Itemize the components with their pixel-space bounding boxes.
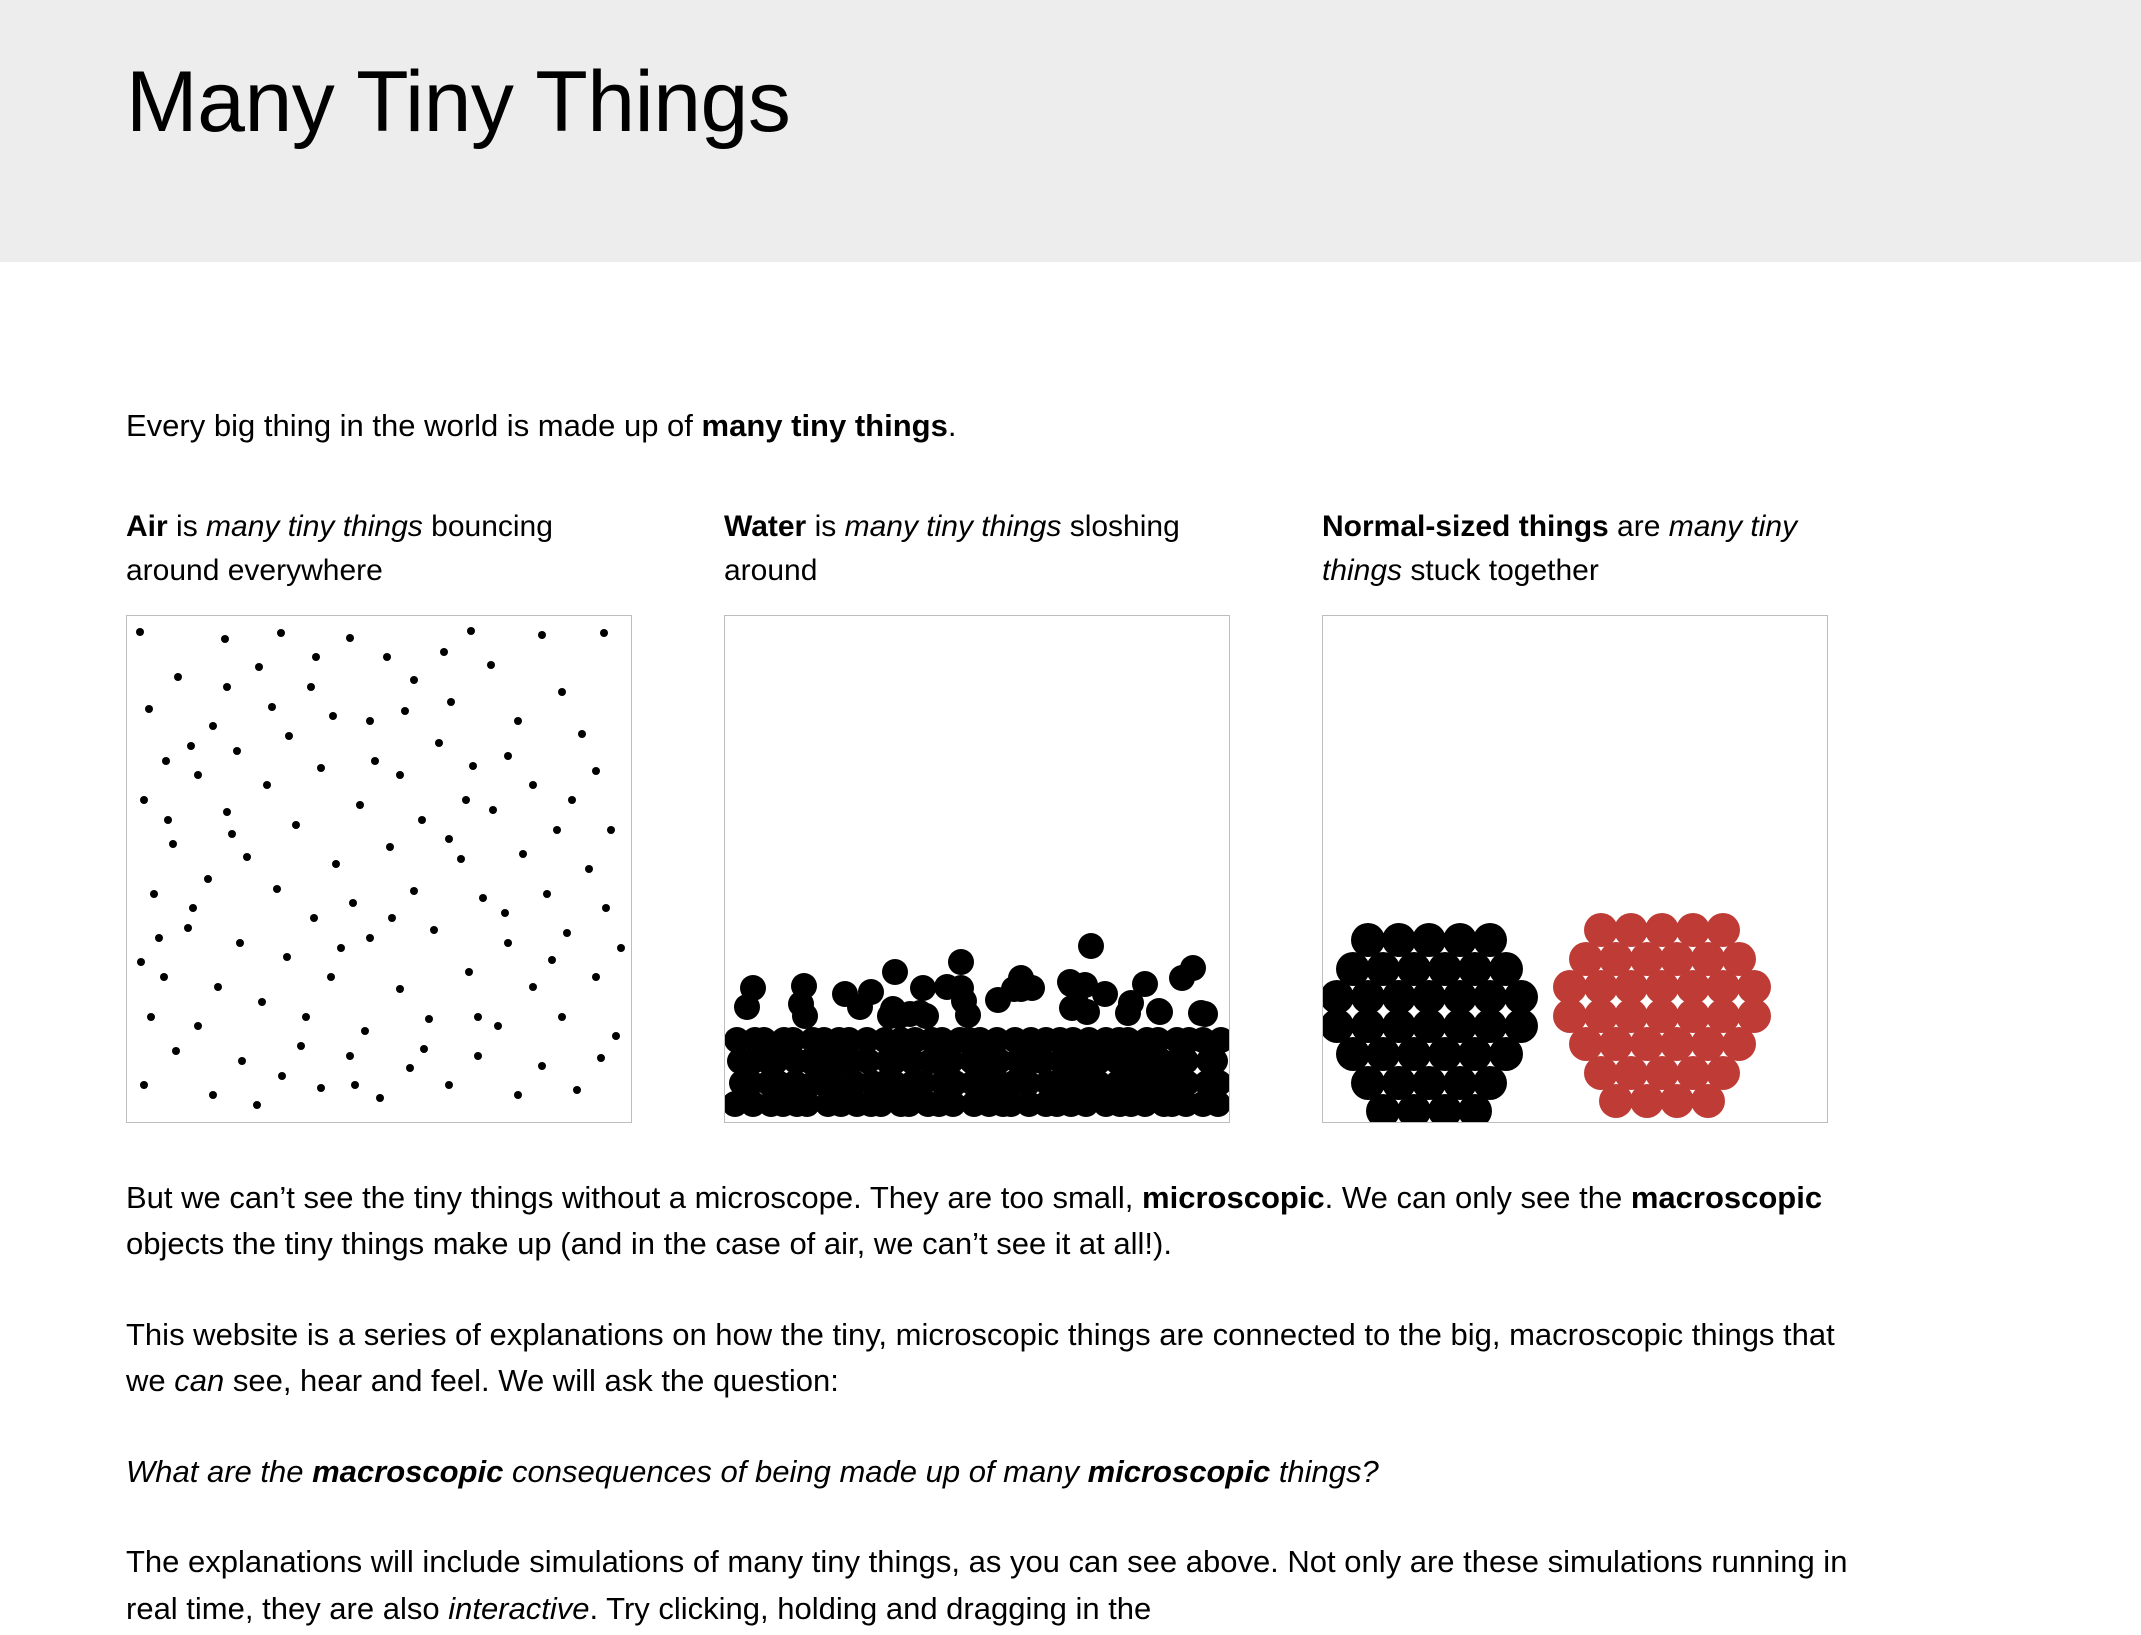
air-particle (445, 1081, 453, 1089)
air-particle (445, 835, 453, 843)
p2-c: see, hear and feel. We will ask the question: (224, 1363, 839, 1399)
p3-macroscopic: macroscopic (312, 1453, 504, 1489)
air-particle (371, 757, 379, 765)
card-air-caption-italic: many tiny things (206, 509, 423, 543)
water-particle (1206, 1070, 1230, 1096)
air-particle (504, 752, 512, 760)
air-particle (317, 764, 325, 772)
card-water-caption (724, 505, 1232, 597)
air-particle (162, 757, 170, 765)
air-particle (292, 821, 300, 829)
air-particle (140, 796, 148, 804)
air-particle (612, 1032, 620, 1040)
p2-a: This website is a series of explanations on how the tiny, microscopic things are connected to the big, macroscopic things that we (126, 1316, 1835, 1399)
air-particle (307, 683, 315, 691)
air-particle (233, 747, 241, 755)
air-particle (228, 830, 236, 838)
p4-c: . Try clicking, holding and dragging in the (589, 1590, 1152, 1626)
air-particle (137, 958, 145, 966)
air-particle (278, 1072, 286, 1080)
air-particle (332, 860, 340, 868)
p1-c: . We can only see the (1324, 1179, 1631, 1215)
air-particle (607, 826, 615, 834)
p1-macroscopic: macroscopic (1630, 1179, 1823, 1215)
air-particle (435, 739, 443, 747)
air-particle (494, 1022, 502, 1030)
water-particle (882, 959, 908, 985)
air-particle (602, 904, 610, 912)
air-particle (487, 661, 495, 669)
water-particle (832, 981, 858, 1007)
air-particle (430, 926, 438, 934)
p4-a: The explanations will include simulations of many tiny things, as you can see above. Not only are these simulations running in real time, they are also (126, 1544, 1848, 1626)
water-particle (740, 975, 766, 1001)
air-simulation-canvas[interactable] (126, 615, 632, 1123)
air-particle (585, 865, 593, 873)
p3-c: consequences of being made up of many (503, 1453, 1088, 1489)
air-particle (469, 762, 477, 770)
air-particle (174, 673, 182, 681)
air-particle (268, 703, 276, 711)
card-solids-caption-rest: stuck together (1402, 554, 1599, 588)
card-air-caption-subject: Air (126, 509, 168, 543)
black-cluster-particle (1458, 1094, 1492, 1122)
solid-simulation-canvas[interactable] (1322, 615, 1828, 1123)
air-particle (592, 973, 600, 981)
air-particle (425, 1015, 433, 1023)
card-water-caption-is: is (806, 509, 845, 543)
air-particle (337, 944, 345, 952)
air-particle (529, 983, 537, 991)
red-cluster-particle (1599, 1084, 1633, 1118)
intro-text-after: . (947, 408, 957, 443)
water-particle (791, 973, 817, 999)
air-particle (145, 705, 153, 713)
air-particle (155, 934, 163, 942)
air-particle (263, 781, 271, 789)
water-particle (1132, 971, 1158, 997)
air-particle (548, 956, 556, 964)
air-particle (592, 767, 600, 775)
air-particle (501, 909, 509, 917)
black-cluster-particle (1397, 1094, 1431, 1122)
p3-e: things? (1270, 1453, 1379, 1489)
air-particle (214, 983, 222, 991)
air-particle (277, 629, 285, 637)
air-particle (356, 801, 364, 809)
air-particle (558, 688, 566, 696)
air-particle (223, 808, 231, 816)
air-particle (184, 924, 192, 932)
water-particle (1188, 1000, 1214, 1026)
air-particle (172, 1047, 180, 1055)
black-cluster-particle (1366, 1094, 1400, 1122)
air-particle (447, 698, 455, 706)
air-particle (351, 1081, 359, 1089)
air-particle (204, 875, 212, 883)
p2-can: can (174, 1363, 225, 1399)
air-particle (140, 1081, 148, 1089)
air-particle (273, 885, 281, 893)
water-particle (1058, 971, 1084, 997)
card-solids (1322, 505, 1830, 1123)
air-particle (238, 1057, 246, 1065)
air-particle (529, 781, 537, 789)
site-header (0, 0, 2141, 262)
air-particle (258, 998, 266, 1006)
air-particle (401, 707, 409, 715)
page-title: Many Tiny Things (126, 54, 791, 150)
air-particle (440, 648, 448, 656)
air-particle (366, 934, 374, 942)
air-particle (136, 628, 144, 636)
air-particle (209, 722, 217, 730)
intro-paragraph (126, 404, 2015, 449)
water-particle (948, 949, 974, 975)
air-particle (538, 631, 546, 639)
main-content (0, 404, 2141, 1632)
water-particle (858, 979, 884, 1005)
air-particle (285, 732, 293, 740)
air-particle (578, 730, 586, 738)
air-particle (388, 914, 396, 922)
air-particle (474, 1013, 482, 1021)
air-particle (297, 1042, 305, 1050)
air-particle (312, 653, 320, 661)
red-cluster-particle (1691, 1084, 1725, 1118)
simulation-card-row (126, 505, 2015, 1123)
air-particle (418, 816, 426, 824)
air-particle (253, 1101, 261, 1109)
water-particle (1180, 955, 1206, 981)
air-particle (396, 771, 404, 779)
card-solids-caption-italic: many tiny things (1322, 509, 1798, 588)
air-particle (514, 717, 522, 725)
red-cluster-particle (1660, 1084, 1694, 1118)
paragraph-website-intro (126, 1312, 1856, 1405)
air-particle (558, 1013, 566, 1021)
air-particle (597, 1054, 605, 1062)
card-water-caption-italic: many tiny things (844, 509, 1062, 543)
paragraph-question (126, 1449, 1856, 1496)
air-particle (346, 634, 354, 642)
water-particle (934, 974, 960, 1000)
air-particle (317, 1084, 325, 1092)
air-particle (366, 717, 374, 725)
air-particle (519, 850, 527, 858)
water-particle (1092, 981, 1118, 1007)
red-cluster-particle (1630, 1084, 1664, 1118)
air-particle (465, 968, 473, 976)
air-particle (194, 771, 202, 779)
air-particle (221, 635, 229, 643)
air-particle (568, 796, 576, 804)
air-particle (283, 953, 291, 961)
air-particle (243, 853, 251, 861)
air-particle (383, 653, 391, 661)
air-particle (160, 973, 168, 981)
water-particle (1115, 1000, 1141, 1026)
air-particle (600, 629, 608, 637)
card-air-caption (126, 505, 634, 597)
air-particle (489, 806, 497, 814)
water-particle (1008, 965, 1034, 991)
air-particle (479, 894, 487, 902)
card-solids-caption-subject: Normal-sized things (1322, 509, 1609, 543)
air-particle (302, 1013, 310, 1021)
air-particle (376, 1094, 384, 1102)
air-particle (349, 899, 357, 907)
water-particle (910, 975, 936, 1001)
air-particle (410, 676, 418, 684)
p1-microscopic: microscopic (1142, 1179, 1325, 1215)
water-particle (1078, 933, 1104, 959)
black-cluster-particle (1428, 1094, 1462, 1122)
card-water-caption-subject: Water (724, 509, 807, 543)
air-particle (329, 712, 337, 720)
water-simulation-canvas[interactable] (724, 615, 1230, 1123)
air-particle (223, 683, 231, 691)
air-particle (147, 1013, 155, 1021)
air-particle (386, 843, 394, 851)
air-particle (209, 1091, 217, 1099)
air-particle (236, 939, 244, 947)
air-particle (474, 1052, 482, 1060)
air-particle (169, 840, 177, 848)
air-particle (310, 914, 318, 922)
air-particle (563, 929, 571, 937)
card-solids-caption-is: are (1608, 509, 1669, 543)
card-air-caption-rest: bouncing around everywhere (126, 509, 553, 588)
p4-interactive: interactive (448, 1590, 590, 1626)
p1-e: objects the tiny things make up (and in the case of air, we can’t see it at all!). (126, 1226, 1172, 1262)
paragraph-interactive (126, 1539, 1856, 1632)
p3-microscopic: microscopic (1087, 1453, 1271, 1489)
air-particle (553, 826, 561, 834)
intro-text-before: Every big thing in the world is made up of (126, 408, 702, 443)
air-particle (255, 663, 263, 671)
intro-text-bold: many tiny things (701, 408, 948, 443)
air-particle (457, 855, 465, 863)
air-particle (164, 816, 172, 824)
air-particle (514, 1091, 522, 1099)
air-particle (538, 1062, 546, 1070)
air-particle (189, 904, 197, 912)
air-particle (543, 890, 551, 898)
air-particle (410, 887, 418, 895)
paragraph-microscopic (126, 1175, 1856, 1268)
card-air (126, 505, 634, 1123)
card-solids-caption (1322, 505, 1830, 597)
card-water-caption-rest: sloshing around (724, 509, 1180, 588)
air-particle (504, 939, 512, 947)
air-particle (396, 985, 404, 993)
air-particle (346, 1052, 354, 1060)
air-particle (327, 973, 335, 981)
air-particle (573, 1086, 581, 1094)
air-particle (361, 1027, 369, 1035)
air-particle (462, 796, 470, 804)
air-particle (467, 627, 475, 635)
air-particle (150, 890, 158, 898)
air-particle (617, 944, 625, 952)
air-particle (406, 1064, 414, 1072)
air-particle (420, 1045, 428, 1053)
air-particle (187, 742, 195, 750)
p1-a: But we can’t see the tiny things without a microscope. They are too small, (126, 1179, 1143, 1215)
card-air-caption-is: is (167, 509, 207, 543)
air-particle (194, 1022, 202, 1030)
card-water (724, 505, 1232, 1123)
p3-a: What are the (126, 1453, 313, 1489)
